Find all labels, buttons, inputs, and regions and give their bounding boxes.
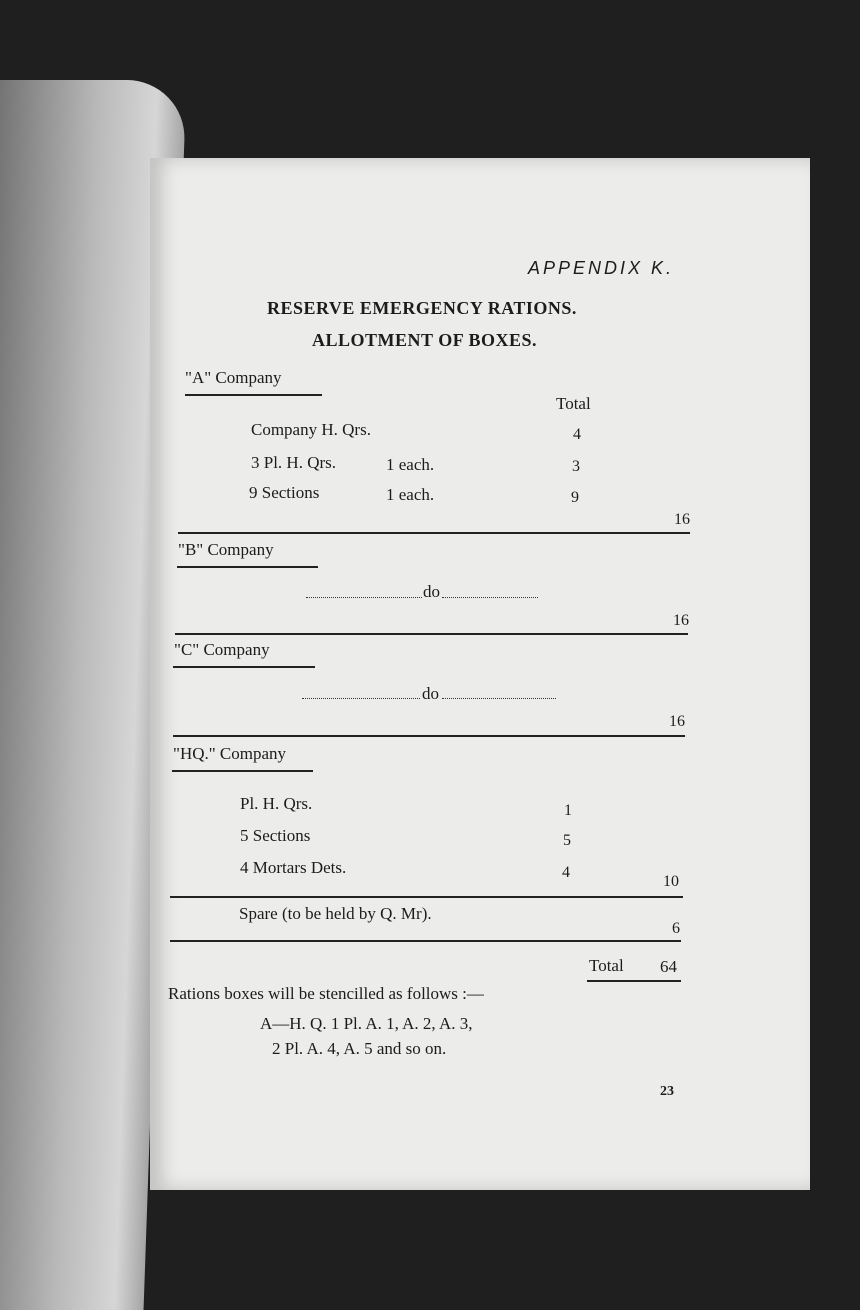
company-c-rule <box>173 735 685 737</box>
spare-rule <box>170 940 681 942</box>
book-page <box>150 158 810 1190</box>
company-c-subtotal: 16 <box>669 713 685 730</box>
heading-reserve-rations: RESERVE EMERGENCY RATIONS. <box>267 298 577 318</box>
page-number: 23 <box>660 1084 674 1099</box>
company-a-rule <box>178 532 690 534</box>
company-a-row-total: 9 <box>571 489 579 506</box>
company-hq-row-total: 1 <box>564 802 572 819</box>
grand-total-rule <box>587 980 681 982</box>
company-hq-title: "HQ." Company <box>173 744 287 763</box>
ditto-dots <box>442 698 556 699</box>
company-a-row-label: 3 Pl. H. Qrs. <box>251 453 337 472</box>
company-a-row-total: 4 <box>573 426 581 443</box>
company-a-row-label: 9 Sections <box>249 483 320 502</box>
company-b-title: "B" Company <box>178 540 274 559</box>
stencil-note-line2: A—H. Q. 1 Pl. A. 1, A. 2, A. 3, <box>260 1014 473 1033</box>
company-a-underline <box>185 394 322 396</box>
company-hq-row-total: 5 <box>563 832 571 849</box>
company-a-subtotal: 16 <box>674 511 690 528</box>
company-b-ditto: do <box>423 582 440 601</box>
ditto-dots <box>302 698 420 699</box>
ditto-dots <box>442 597 538 598</box>
grand-total-label: Total <box>589 956 624 975</box>
spare-label: Spare (to be held by Q. Mr). <box>239 904 432 923</box>
heading-allotment: ALLOTMENT OF BOXES. <box>312 330 538 350</box>
stencil-note-line1: Rations boxes will be stencilled as follows :— <box>168 984 484 1003</box>
company-hq-row-label: 4 Mortars Dets. <box>240 858 347 877</box>
company-hq-subtotal: 10 <box>663 873 679 890</box>
company-b-rule <box>175 633 688 635</box>
company-a-title: "A" Company <box>185 368 282 387</box>
grand-total-value: 64 <box>660 957 677 976</box>
stencil-note-line3: 2 Pl. A. 4, A. 5 and so on. <box>272 1039 447 1058</box>
company-hq-underline <box>172 770 313 772</box>
company-a-row-total: 3 <box>572 458 580 475</box>
company-a-row-each: 1 each. <box>386 485 435 504</box>
company-c-underline <box>173 666 315 668</box>
spare-value: 6 <box>672 920 680 937</box>
company-a-row-label: Company H. Qrs. <box>251 420 371 439</box>
company-hq-row-label: 5 Sections <box>240 826 311 845</box>
company-a-row-each: 1 each. <box>386 455 435 474</box>
company-hq-rule <box>170 896 683 898</box>
company-hq-row-total: 4 <box>562 864 570 881</box>
company-c-ditto: do <box>422 684 439 703</box>
ditto-dots <box>306 597 422 598</box>
company-c-title: "C" Company <box>174 640 270 659</box>
company-b-subtotal: 16 <box>673 612 689 629</box>
appendix-title: APPENDIX K. <box>528 258 675 278</box>
total-header: Total <box>556 394 591 413</box>
company-hq-row-label: Pl. H. Qrs. <box>240 794 313 813</box>
company-b-underline <box>177 566 318 568</box>
